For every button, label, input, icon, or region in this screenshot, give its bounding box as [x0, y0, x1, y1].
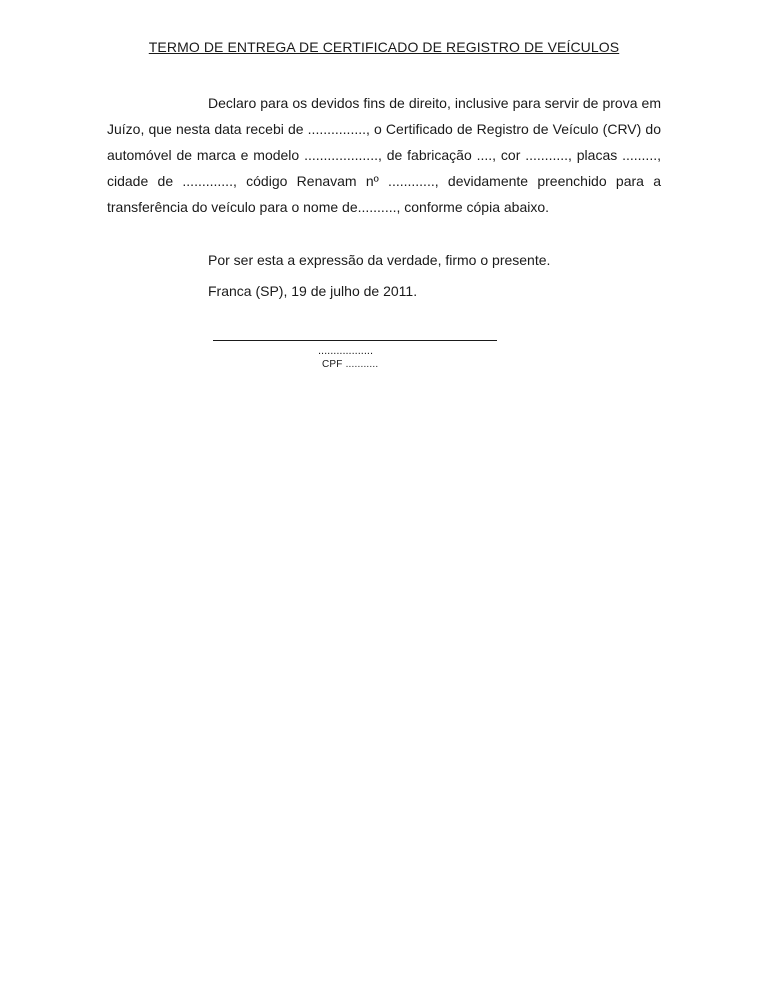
signatory-name: .................. [318, 345, 374, 357]
place-date: Franca (SP), 19 de julho de 2011. [208, 283, 418, 299]
signatory-cpf: CPF ........... [322, 359, 379, 370]
declaration-paragraph: Declaro para os devidos fins de direito, inclusive para servir de prova em Juízo, que nesta data recebi de ..............., o Certificado de Registro de Veículo (CRV) do automóvel de marca e modelo ..................., de fabricação ...., cor ..........., placas ........., cidade de ............., código Renavam nº ............, devidamente preenchido para a transferência do veículo para o nome de.........., conforme cópia abaixo. [107, 95, 661, 215]
document-title: TERMO DE ENTREGA DE CERTIFICADO DE REGISTRO DE VEÍCULOS [148, 39, 620, 55]
signature-line [213, 340, 497, 341]
truth-statement: Por ser esta a expressão da verdade, firmo o presente. [208, 252, 551, 268]
